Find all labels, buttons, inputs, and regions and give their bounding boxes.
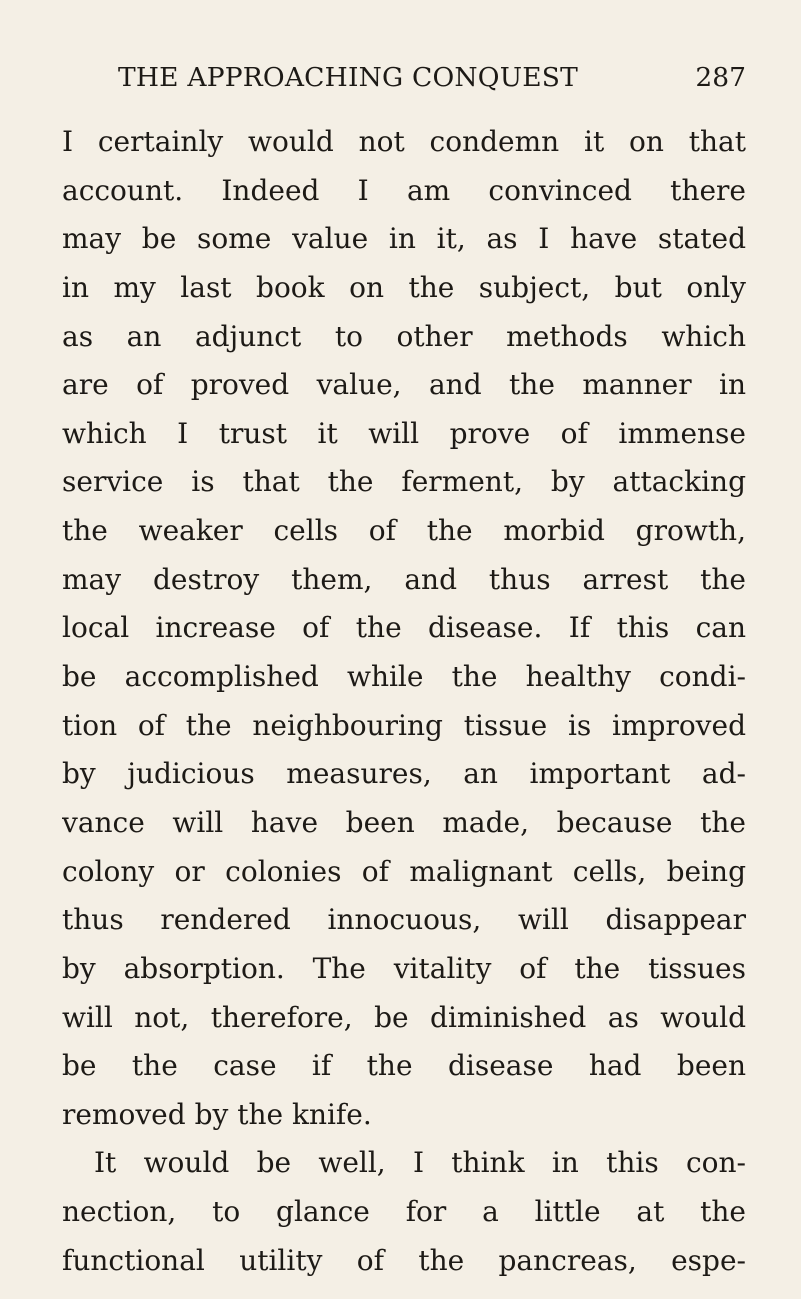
text-line: by absorption. The vitality of the tissues: [62, 951, 746, 985]
text-line: service is that the ferment, by attacking: [62, 465, 746, 499]
text-line: colony or colonies of malignant cells, being: [62, 854, 746, 888]
text-line: I certainly would not condemn it on that: [62, 125, 746, 158]
text-line: tion of the neighbouring tissue is improved: [62, 708, 746, 742]
text-line: vance will have been made, because the: [62, 805, 746, 839]
paragraph-end-line: removed by the knife.: [62, 1097, 372, 1131]
text-line: in my last book on the subject, but only: [62, 270, 746, 304]
page-number: 287: [695, 62, 746, 93]
text-line: nection, to glance for a little at the: [62, 1195, 746, 1229]
paragraph-start-line: It would be well, I think in this con-: [94, 1146, 746, 1180]
text-line: which I trust it will prove of immense: [62, 416, 746, 450]
text-line: local increase of the disease. If this can: [62, 611, 746, 645]
text-line: be the case if the disease had been: [62, 1049, 746, 1083]
text-line: will not, therefore, be diminished as would: [62, 1000, 746, 1034]
text-line: may destroy them, and thus arrest the: [62, 562, 746, 596]
running-head: [60, 60, 746, 100]
text-line: by judicious measures, an important ad-: [62, 757, 746, 791]
text-line: be accomplished while the healthy condi-: [62, 660, 746, 694]
running-title: THE APPROACHING CONQUEST: [118, 62, 579, 93]
body-text: [62, 118, 746, 1285]
text-line: thus rendered innocuous, will disappear: [62, 903, 746, 937]
text-line: may be some value in it, as I have stated: [62, 222, 746, 256]
text-line: the weaker cells of the morbid growth,: [62, 514, 746, 548]
text-line: functional utility of the pancreas, espe-: [62, 1243, 746, 1277]
text-line: as an adjunct to other methods which: [62, 319, 746, 353]
text-line: are of proved value, and the manner in: [62, 368, 746, 402]
text-line: account. Indeed I am convinced there: [62, 173, 746, 207]
